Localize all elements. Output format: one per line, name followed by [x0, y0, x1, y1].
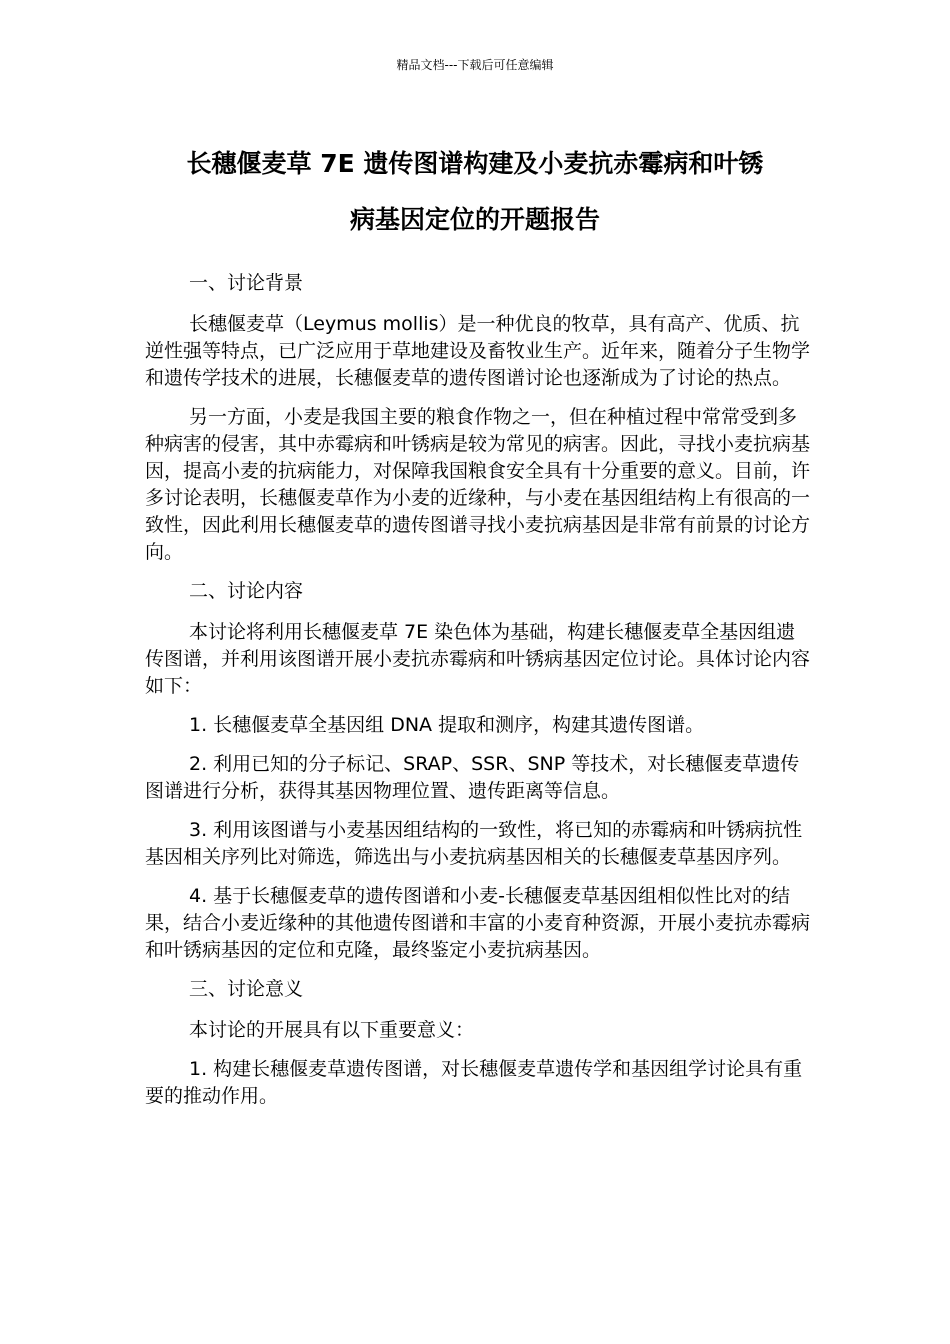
title-line-2: 病基因定位的开题报告 [349, 205, 600, 234]
paragraph: 本讨论将利用长穗偃麦草 7E 染色体为基础，构建长穗偃麦草全基因组遗传图谱，并利用该图谱开展小麦抗赤霉病和叶锈病基因定位讨论。具体讨论内容如下： [145, 621, 811, 697]
title-line-1: 长穗偃麦草 7E 遗传图谱构建及小麦抗赤霉病和叶锈 [186, 149, 764, 178]
list-item: 2. 利用已知的分子标记、SRAP、SSR、SNP 等技术，对长穗偃麦草遗传图谱进行分析，获得其基因物理位置、遗传距离等信息。 [145, 753, 800, 802]
section-heading-significance: 三、讨论意义 [189, 978, 304, 1000]
section-heading-content: 二、讨论内容 [189, 580, 304, 602]
paragraph: 本讨论的开展具有以下重要意义： [189, 1019, 475, 1041]
section-heading-background: 一、讨论背景 [189, 272, 304, 294]
document-title [120, 136, 830, 248]
list-item: 1. 构建长穗偃麦草遗传图谱，对长穗偃麦草遗传学和基因组学讨论具有重要的推动作用。 [145, 1058, 803, 1107]
paragraph: 另一方面，小麦是我国主要的粮食作物之一，但在种植过程中常常受到多种病害的侵害，其中赤霉病和叶锈病是较为常见的病害。因此，寻找小麦抗病基因，提高小麦的抗病能力，对保障我国粮食安全具有十分重要的意义。目前，许多讨论表明，长穗偃麦草作为小麦的近缘种，与小麦在基因组结构上有很高的一致性，因此利用长穗偃麦草的遗传图谱寻找小麦抗病基因是非常有前景的讨论方向。 [145, 406, 811, 563]
document-body [145, 270, 810, 1122]
list-item: 1. 长穗偃麦草全基因组 DNA 提取和测序，构建其遗传图谱。 [189, 714, 705, 736]
paragraph: 长穗偃麦草（Leymus mollis）是一种优良的牧草，具有高产、优质、抗逆性强等特点，已广泛应用于草地建设及畜牧业生产。近年来，随着分子生物学和遗传学技术的进展，长穗偃麦草的遗传图谱讨论也逐渐成为了讨论的热点。 [145, 313, 811, 389]
list-item: 3. 利用该图谱与小麦基因组结构的一致性，将已知的赤霉病和叶锈病抗性基因相关序列比对筛选，筛选出与小麦抗病基因相关的长穗偃麦草基因序列。 [145, 819, 803, 868]
page-header: 精品文档---下载后可任意编辑 [396, 58, 554, 72]
list-item: 4. 基于长穗偃麦草的遗传图谱和小麦-长穗偃麦草基因组相似性比对的结果，结合小麦近缘种的其他遗传图谱和丰富的小麦育种资源，开展小麦抗赤霉病和叶锈病基因的定位和克隆，最终鉴定小麦抗病基因。 [145, 885, 811, 961]
